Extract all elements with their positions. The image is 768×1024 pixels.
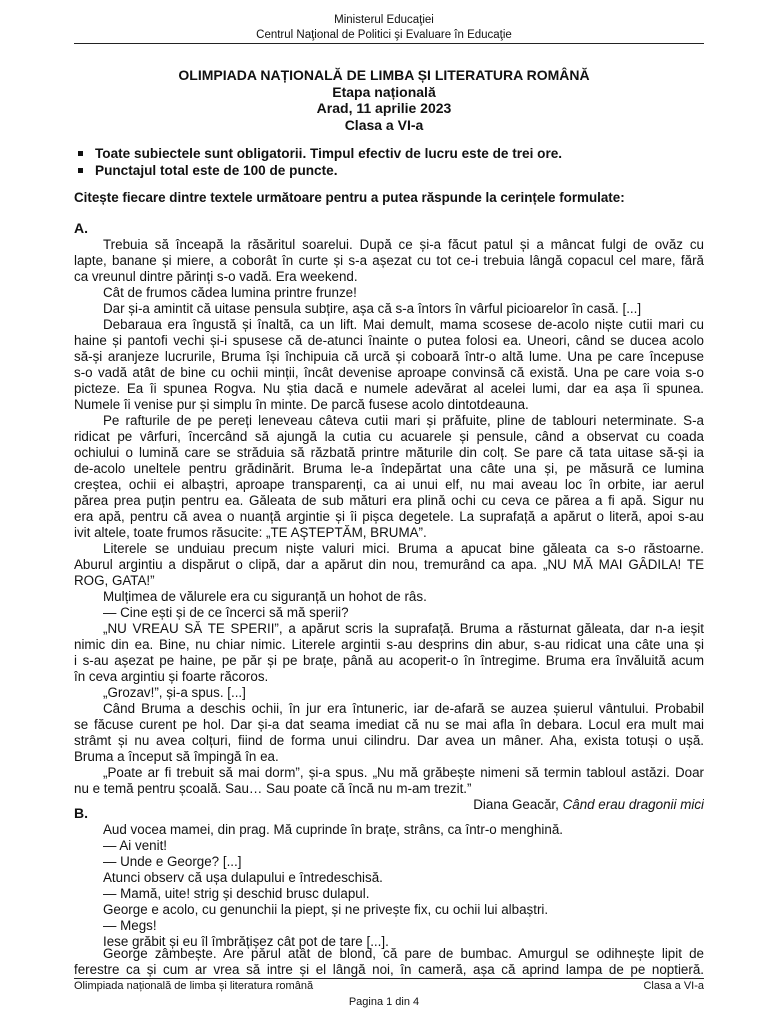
- text-line: nimic din ea. Bine, nu chiar nimic. Literele argintii s-au desprins din abur, s-au ridicat una câte una și: [74, 637, 704, 652]
- text-line: să-și aranjeze lucrurile, Bruma își închipuia că urcă și coboară într-o altă lume. Una pe care începuse: [74, 349, 704, 364]
- grade-title: Clasa a VI-a: [344, 116, 424, 133]
- text-line: — Mamă, uite! strig și deschid brusc dulapul.: [103, 886, 370, 901]
- center-header: Centrul Naţional de Politici şi Evaluare în Educaţie: [256, 29, 512, 41]
- text-line: Debaraua era îngustă și înaltă, ca un lift. Mai demult, mama scosese de-acolo niște cutii mari cu: [103, 317, 704, 332]
- text-line: — Ai venit!: [103, 838, 168, 853]
- text-line: ROG, GATA!”: [74, 573, 155, 588]
- text-line: Iese grăbit și eu îl îmbrățișez cât pot de tare [...].: [103, 934, 389, 949]
- citation-work: Când erau dragonii mici: [562, 797, 704, 812]
- text-line: „Grozav!”, și-a spus. [...]: [103, 685, 246, 700]
- citation-author: Diana Geacăr,: [473, 797, 563, 812]
- text-line: se făcuse curent pe hol. Dar și-a dat seama imediat că nu se mai afla în debara. Locul era mult mai: [74, 717, 704, 732]
- text-line: de-acolo uneltele pentru grădinărit. Bruma le-a îndepărtat una câte una și, pe măsură ce lumina: [74, 461, 704, 476]
- text-line: Atunci observ că ușa dulapului e întredeschisă.: [103, 870, 383, 885]
- text-line: în ceva argintiu și foarte răcoros.: [74, 669, 269, 684]
- note-item: Toate subiectele sunt obligatorii. Timpul efectiv de lucru este de trei ore.: [78, 146, 704, 163]
- text-line: Aburul argintiu a dispărut o clipă, dar a apărut din nou, tremurând ca apa. „NU MĂ MAI GÂDILA! TE: [74, 557, 704, 572]
- text-line: ivit altele, toate frumos răsucite: „TE AȘTEPTĂM, BRUMA”.: [74, 525, 427, 540]
- text-line: George zâmbește. Are părul atât de blond, că pare de bumbac. Amurgul se odihnește lipit de: [103, 946, 704, 961]
- text-line: picteze. Ea îi spunea Rogva. Nu știa dacă e numele adevărat al acelei lumi, dar ea așa îi spunea.: [74, 381, 704, 396]
- text-line: nu e temă pentru școală. Sau… Sau poate că încă nu m-am trezit.”: [74, 781, 472, 796]
- text-line: — Unde e George? [...]: [103, 854, 242, 869]
- text-line: Mulțimea de vălurele era cu siguranță un hohot de râs.: [103, 589, 427, 604]
- text-line: Când Bruma a deschis ochii, în jur era întuneric, iar de-afară se auzea șuierul vântului. Probabil: [103, 701, 704, 716]
- footer-left: Olimpiada națională de limba și literatura română: [74, 980, 314, 992]
- text-line: s-o vadă atât de bine cu ochii minții, încât devenise aproape convinsă că există. Una pe care voia s-o: [74, 365, 704, 380]
- text-line: ca vreunul dintre părinți s-o vadă. Era weekend.: [74, 269, 358, 284]
- source-citation: [74, 797, 704, 813]
- text-line: — Cine ești și de ce încerci să mă sperii?: [103, 605, 349, 620]
- text-line: haine și pantofi vechi și-i spusese că de-atunci înainte o putea folosi ea. Uneori, când se ducea acolo: [74, 333, 704, 348]
- place-date: Arad, 11 aprilie 2023: [316, 100, 452, 116]
- text-line: Numele îi venise pur și simplu în minte. De parcă fusese acolo dintotdeauna.: [74, 397, 529, 412]
- text-line: strâmt și nu avea colțuri, fiind de forma unui cilindru. Dar avea un mâner. Aha, exista totuși o ușă.: [74, 733, 704, 748]
- text-line: Bruma a început să împingă în ea.: [74, 749, 279, 764]
- text-line: George e acolo, cu genunchii la piept, și ne privește fix, cu ochii lui albaștri.: [103, 902, 549, 917]
- section-a-label: A.: [74, 220, 88, 236]
- text-line: Cât de frumos cădea lumina printre frunze!: [103, 285, 357, 300]
- text-line: Trebuia să înceapă la răsăritul soarelui. După ce și-a făcut patul și a mâncat fulgi de ovăz cu: [103, 237, 704, 252]
- text-line: creștea, ochii ei albaștri, aproape transparenți, ca ai unui elf, nu mai aveau loc în orbite, iar aerul: [74, 477, 704, 492]
- text-line: Aud vocea mamei, din prag. Mă cuprinde în brațe, strâns, ca într-o menghină.: [103, 822, 563, 837]
- text-line: părea prea puțin pentru ea. Găleata de sub mături era plină ochi cu ceva ce părea a fi apă. Sigur nu: [74, 493, 704, 508]
- footer-rule: [74, 978, 704, 979]
- text-line: lapte, banane și miere, a coborât în curte și s-a așezat cu tot ce-i trebuia lângă copacul cel mare, fără: [74, 253, 704, 268]
- text-line: era apă, pentru că avea o nuanță argintie și îi pișca degetele. La suprafață a apărut o literă, apoi s-au: [74, 509, 704, 524]
- text-line: Literele se unduiau precum niște valuri mici. Bruma a apucat bine găleata ca s-o răstoarne.: [103, 541, 704, 556]
- text-line: i s-au așezat pe haine, pe păr și pe brațe, până au acoperit-o în întregime. Bruma era învăluită acum: [74, 653, 704, 668]
- text-line: ferestre ca și cum ar vrea să intre și el lângă noi, în cameră, așa că aprind lampa de pe noptieră.: [74, 962, 704, 977]
- olympiad-title: OLIMPIADA NAȚIONALĂ DE LIMBA ȘI LITERATURA ROMÂNĂ: [178, 67, 590, 83]
- page-number: Pagina 1 din 4: [348, 996, 420, 1008]
- ministry-header: Ministerul Educaţiei: [334, 14, 434, 26]
- text-line: ochiului o lumină care se străduia să răzbată printre măturile din colț. Se pare că tata uitase să-și ia: [74, 445, 704, 460]
- exam-notes: [78, 146, 704, 179]
- text-line: — Megs!: [103, 918, 157, 933]
- stage-title: Etapa națională: [332, 83, 436, 100]
- text-line: ridicat pe vârfuri, încercând să ajungă la cutia cu acuarele și pensule, când a observat cu coada: [74, 429, 704, 444]
- text-line: Dar și-a amintit că uitase pensula subțire, așa că s-a întors în vârful picioarelor în casă. [...]: [103, 301, 642, 316]
- header-rule: [74, 43, 704, 44]
- text-line: „NU VREAU SĂ TE SPERII”, a apărut scris la suprafață. Bruma a răsturnat găleata, dar n-a ieșit: [103, 621, 704, 636]
- text-line: Pe rafturile de pe pereți leneveau câteva cutii mari și prăfuite, pline de tablouri neterminate. S-a: [103, 413, 704, 428]
- footer-right: Clasa a VI-a: [643, 980, 704, 992]
- section-b-label: B.: [74, 805, 88, 821]
- instruction: Citește fiecare dintre textele următoare pentru a putea răspunde la cerințele formulate:: [74, 190, 625, 205]
- note-item: Punctajul total este de 100 de puncte.: [78, 163, 704, 180]
- exam-title-block: [0, 67, 768, 133]
- text-line: „Poate ar fi trebuit să mai dorm”, și-a spus. „Nu mă grăbește nimeni să termin tabloul astăzi. Doar: [103, 765, 704, 780]
